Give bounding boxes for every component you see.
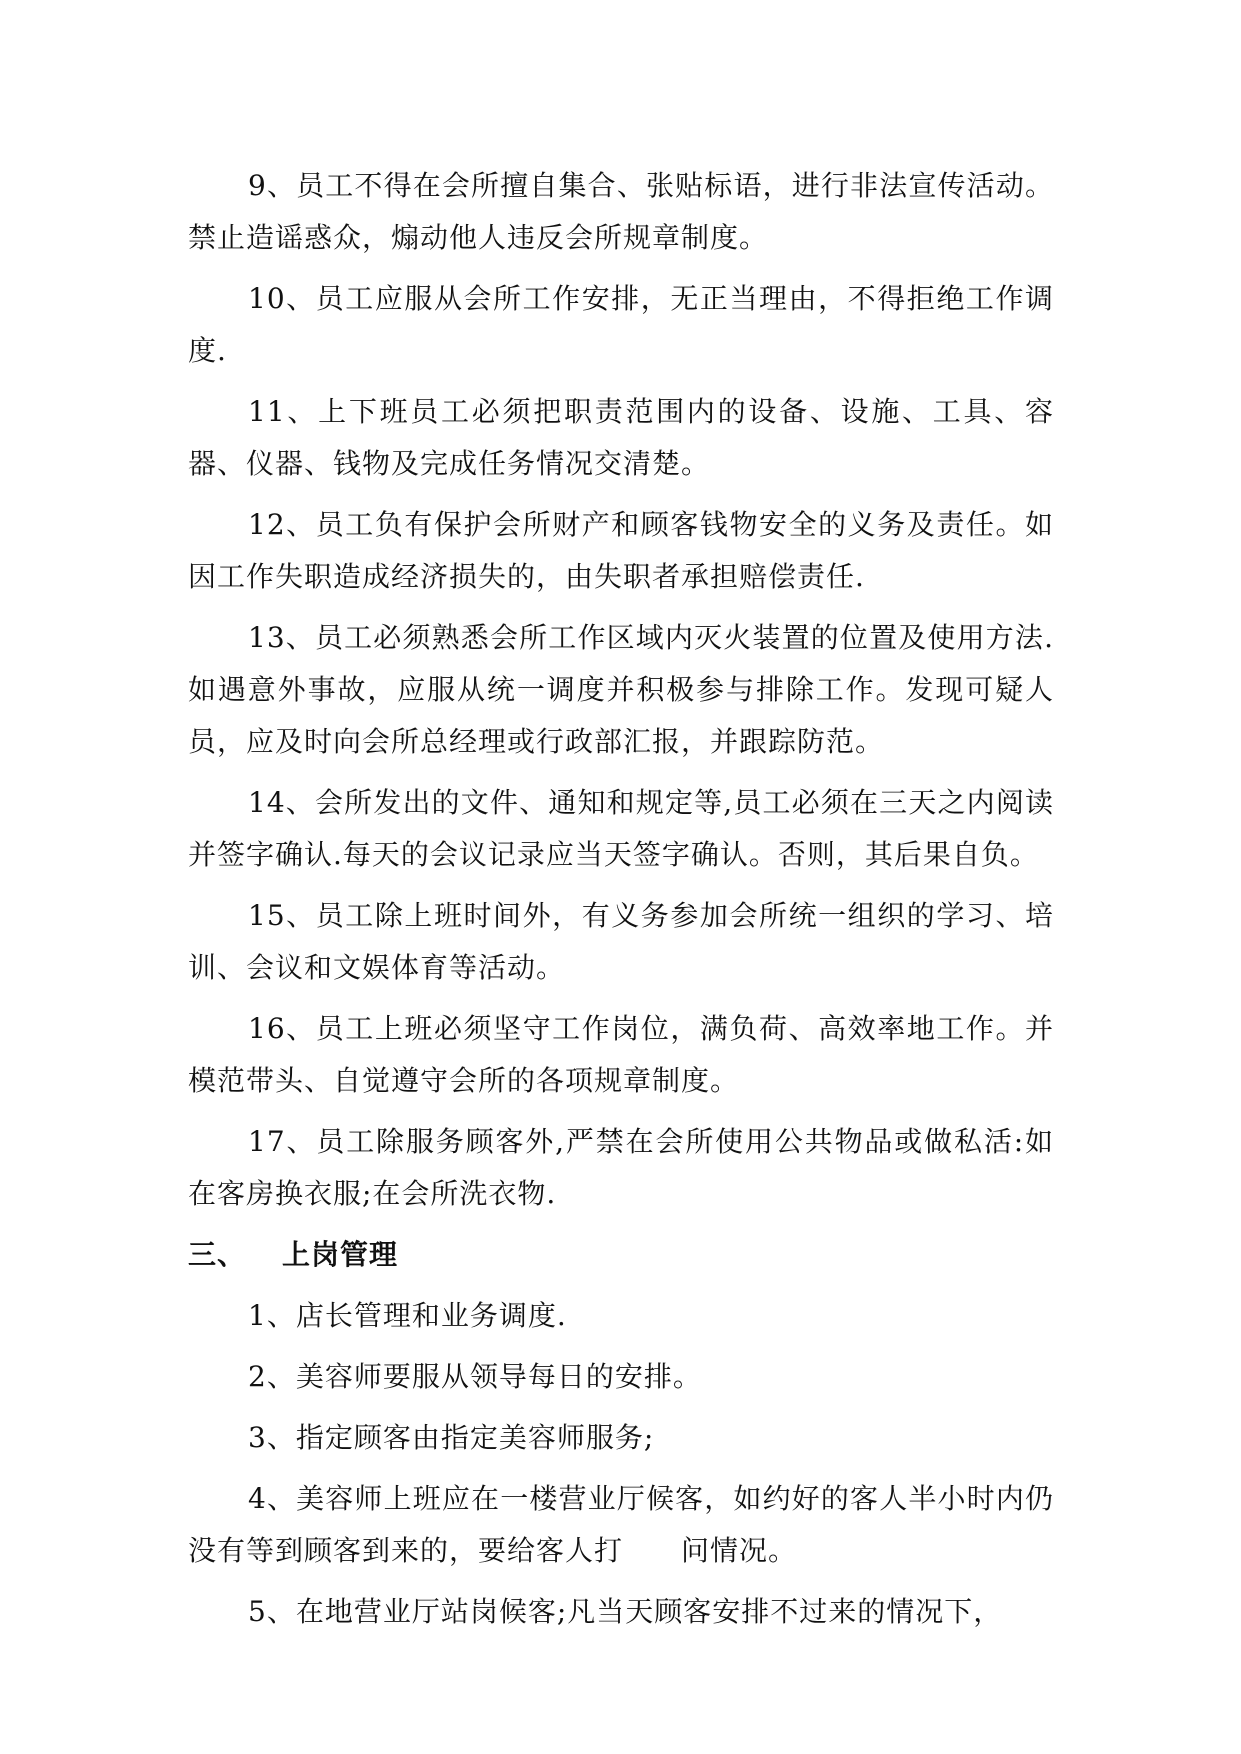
duty-paragraph-4: 4、美容师上班应在一楼营业厅候客，如约好的客人半小时内仍没有等到顾客到来的，要给客人打 问情况。: [188, 1482, 1054, 1567]
rule-paragraph-12: 12、员工负有保护会所财产和顾客钱物安全的义务及责任。如因工作失职造成经济损失的，由失职者承担赔偿责任.: [188, 508, 1054, 593]
rule-paragraph-11: 11、上下班员工必须把职责范围内的设备、设施、工具、容器、仪器、钱物及完成任务情况交清楚。: [188, 395, 1054, 480]
rule-paragraph-10: 10、员工应服从会所工作安排，无正当理由，不得拒绝工作调度.: [188, 282, 1054, 367]
duty-paragraph-1: 1、店长管理和业务调度.: [248, 1299, 567, 1332]
duty-paragraph-2: 2、美容师要服从领导每日的安排。: [248, 1360, 702, 1393]
rule-paragraph-16: 16、员工上班必须坚守工作岗位，满负荷、高效率地工作。并模范带头、自觉遵守会所的各项规章制度。: [188, 1012, 1054, 1097]
document-body: [188, 160, 1054, 1647]
rule-paragraph-13: 13、员工必须熟悉会所工作区域内灭火装置的位置及使用方法.如遇意外事故，应服从统一调度并积极参与排除工作。发现可疑人员，应及时向会所总经理或行政部汇报，并跟踪防范。: [188, 621, 1054, 758]
rule-paragraph-14: 14、会所发出的文件、通知和规定等,员工必须在三天之内阅读并签字确认.每天的会议记录应当天签字确认。否则，其后果自负。: [188, 786, 1054, 871]
rule-paragraph-17: 17、员工除服务顾客外,严禁在会所使用公共物品或做私活:如在客房换衣服;在会所洗衣物.: [188, 1125, 1054, 1210]
section-title: 上岗管理: [282, 1238, 399, 1271]
rule-paragraph-15: 15、员工除上班时间外，有义务参加会所统一组织的学习、培训、会议和文娱体育等活动。: [188, 899, 1054, 984]
rule-paragraph-9: 9、员工不得在会所擅自集合、张贴标语，进行非法宣传活动。禁止造谣惑众，煽动他人违反会所规章制度。: [188, 169, 1054, 254]
duty-paragraph-3: 3、指定顾客由指定美容师服务;: [248, 1421, 655, 1454]
section-heading: [188, 1229, 1054, 1281]
duty-paragraph-5: 5、在地营业厅站岗候客;凡当天顾客安排不过来的情况下，: [248, 1595, 1003, 1628]
section-number: 三、: [188, 1238, 247, 1271]
